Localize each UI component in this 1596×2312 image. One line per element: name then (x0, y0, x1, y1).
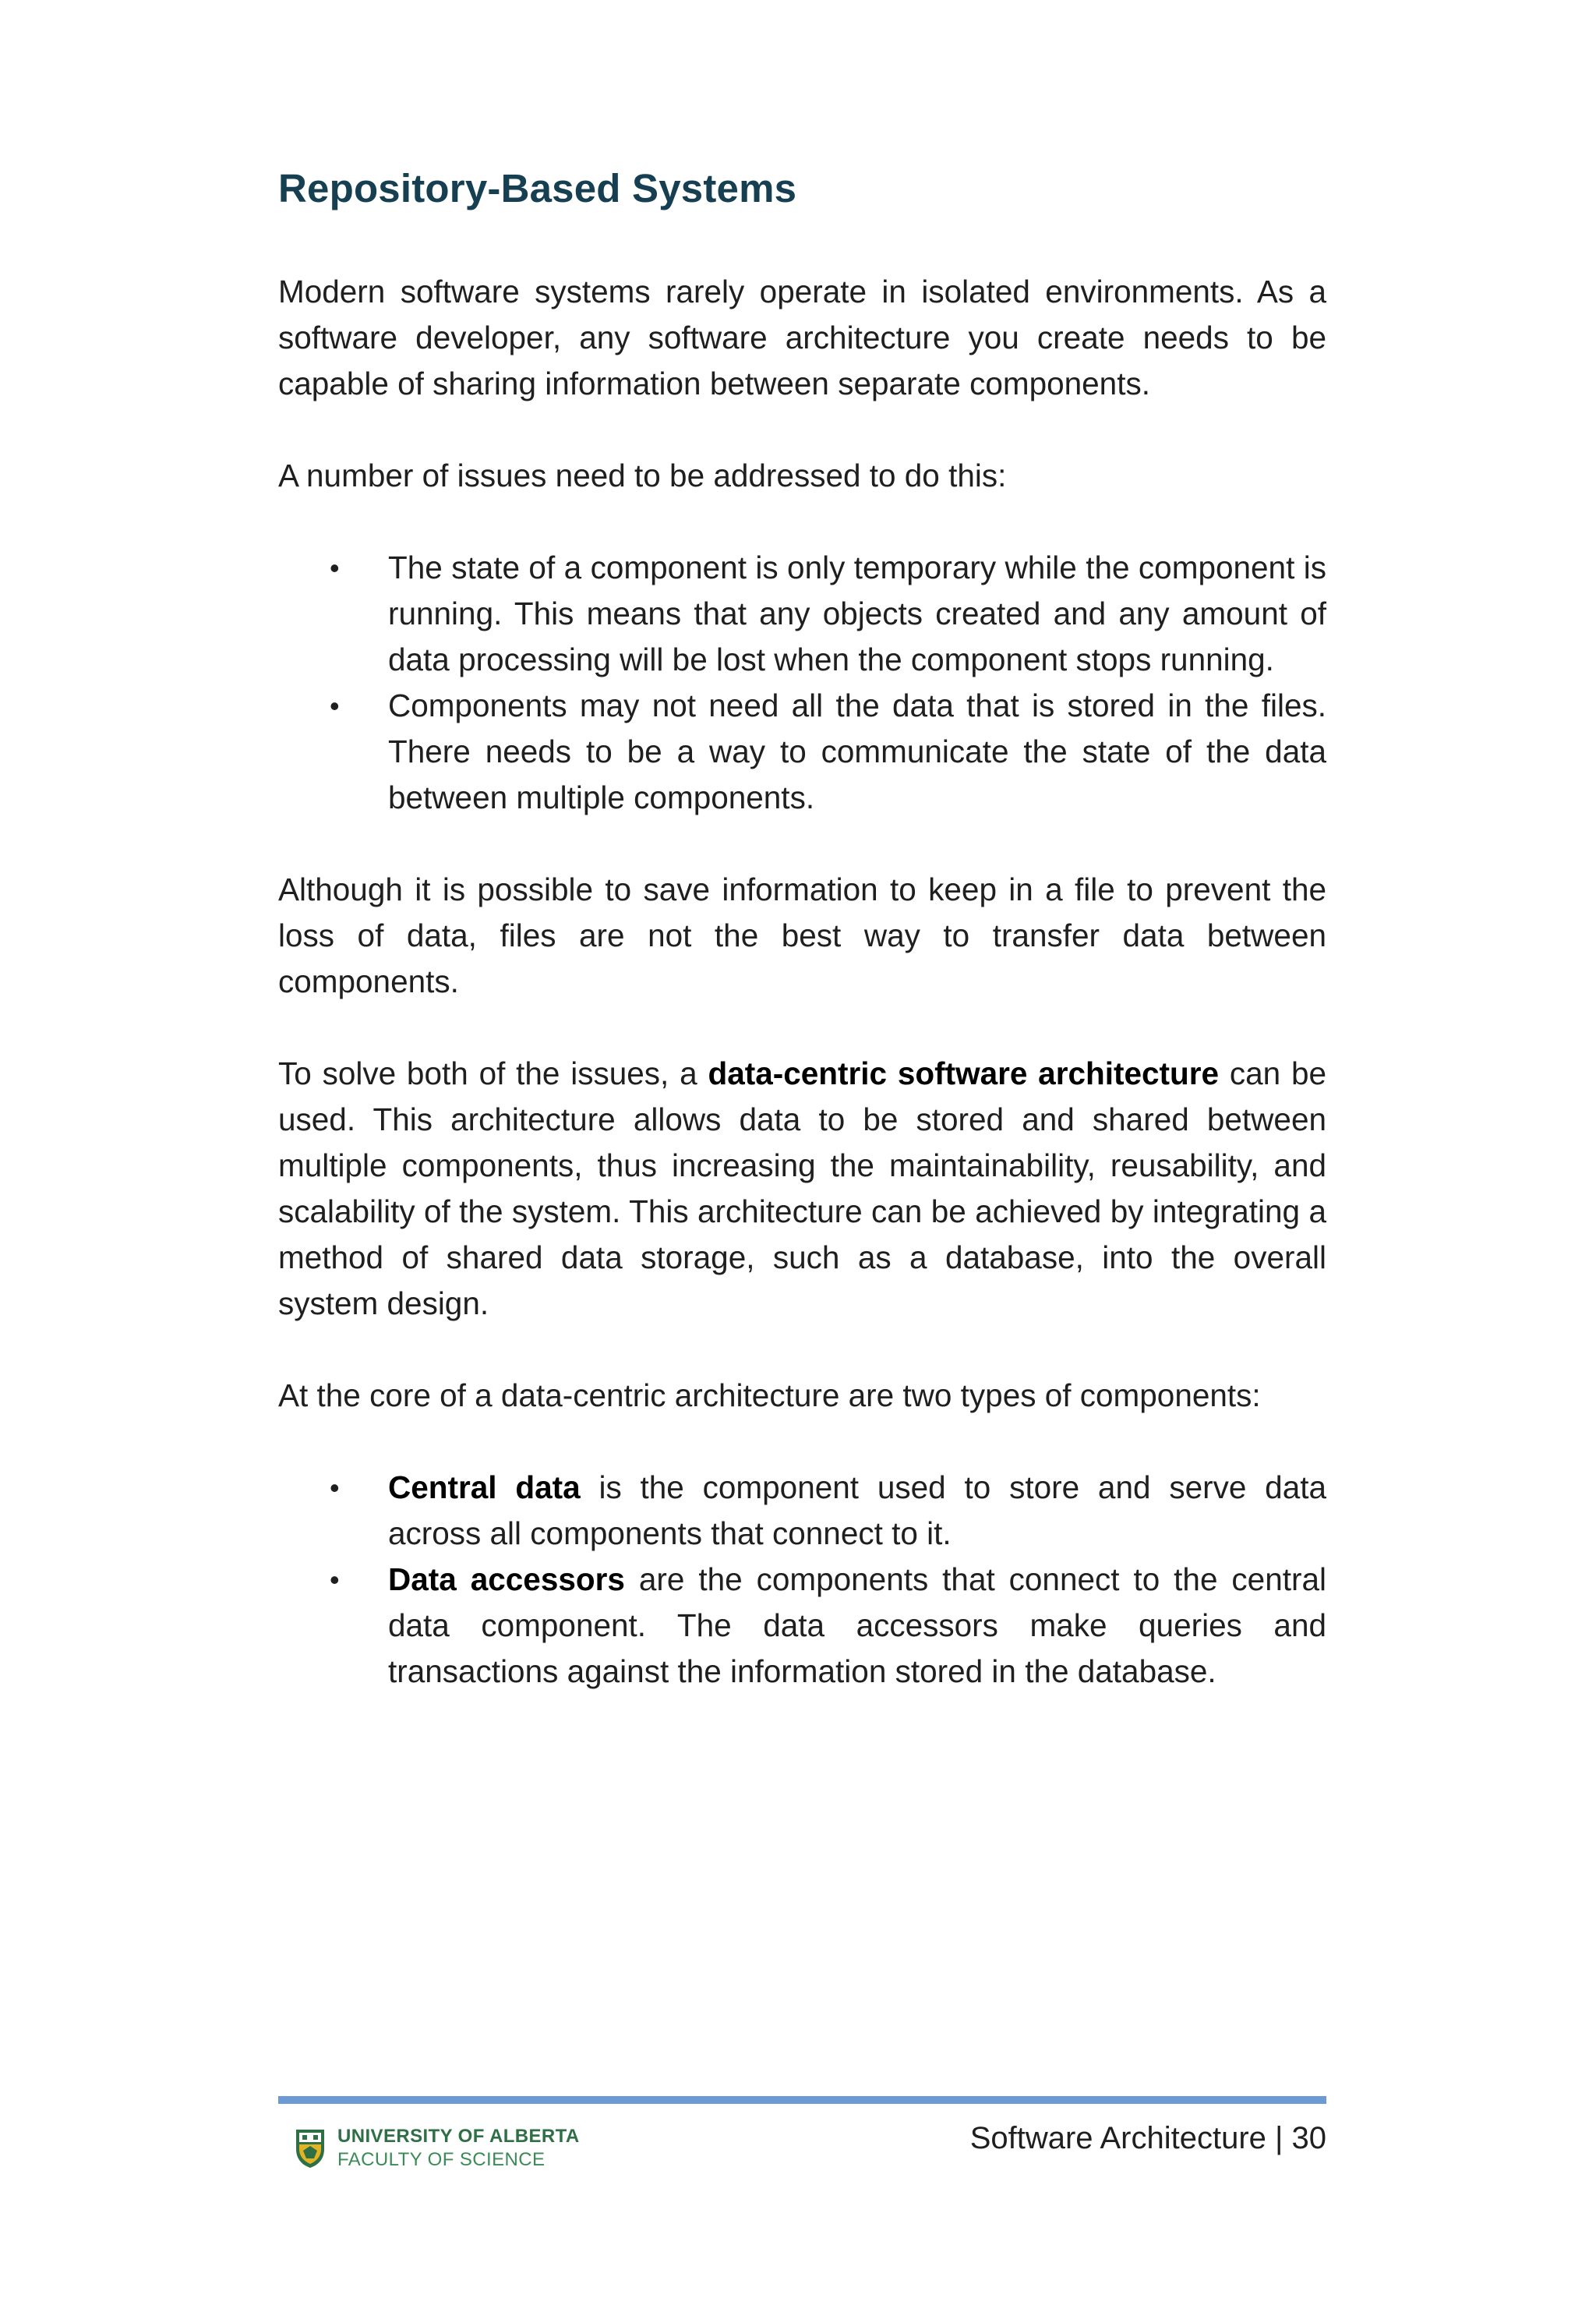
footer-divider (278, 2096, 1326, 2104)
bold-term: data-centric software architecture (708, 1055, 1220, 1091)
paragraph-text: To solve both of the issues, a (278, 1055, 708, 1091)
bold-term: Central data (388, 1469, 581, 1505)
page-heading: Repository-Based Systems (278, 166, 797, 210)
bullet-icon: • (330, 552, 340, 584)
paragraph-data-centric (278, 1051, 1326, 1327)
list-item-text: are the components that connect to the central data component. The data accessors make queries and transactions against the information stored in the database. (388, 1561, 1326, 1689)
footer-page-label: Software Architecture | 30 (969, 2121, 1326, 2155)
list-item (278, 683, 1326, 821)
list-item (278, 1557, 1326, 1695)
bullet-icon: • (330, 690, 340, 722)
bullet-icon: • (330, 1564, 340, 1596)
list-item-text: is the component used to store and serve data across all components that connect to it. (388, 1469, 1327, 1551)
components-list (278, 1465, 1326, 1695)
issues-list (278, 545, 1326, 821)
list-item (278, 545, 1326, 683)
logo-university-name: UNIVERSITY OF ALBERTA (337, 2126, 580, 2147)
logo-faculty-name: FACULTY OF SCIENCE (337, 2149, 546, 2170)
list-item-text: The state of a component is only temporary while the component is running. This means that any objects created and any amount of data processing will be lost when the component stops running. (388, 550, 1326, 677)
list-item (278, 1465, 1326, 1557)
paragraph-files: Although it is possible to save information to keep in a file to prevent the loss of data, files are not the best way to transfer data between components. (278, 871, 1326, 999)
bold-term: Data accessors (388, 1561, 625, 1597)
university-logo (294, 2125, 580, 2172)
university-crest-icon (294, 2127, 327, 2169)
bullet-icon: • (330, 1472, 340, 1504)
paragraph-intro: Modern software systems rarely operate in isolated environments. As a software developer, any software architecture you create needs to be capable of sharing information between separate components. (278, 274, 1326, 401)
paragraph-text: can be used. This architecture allows data to be stored and shared between multiple components, thus increasing the maintainability, reusability, and scalability of the system. This architecture can be achieved by integrating a method of shared data storage, such as a database, into the overall system design. (278, 1055, 1327, 1321)
body-text (278, 269, 1326, 1741)
list-item-text: Components may not need all the data that is stored in the files. There needs to be a way to communicate the state of the data between multiple components. (388, 688, 1326, 815)
paragraph-core: At the core of a data-centric architecture are two types of components: (278, 1377, 1261, 1413)
paragraph-issues-lead: A number of issues need to be addressed to do this: (278, 458, 1007, 493)
